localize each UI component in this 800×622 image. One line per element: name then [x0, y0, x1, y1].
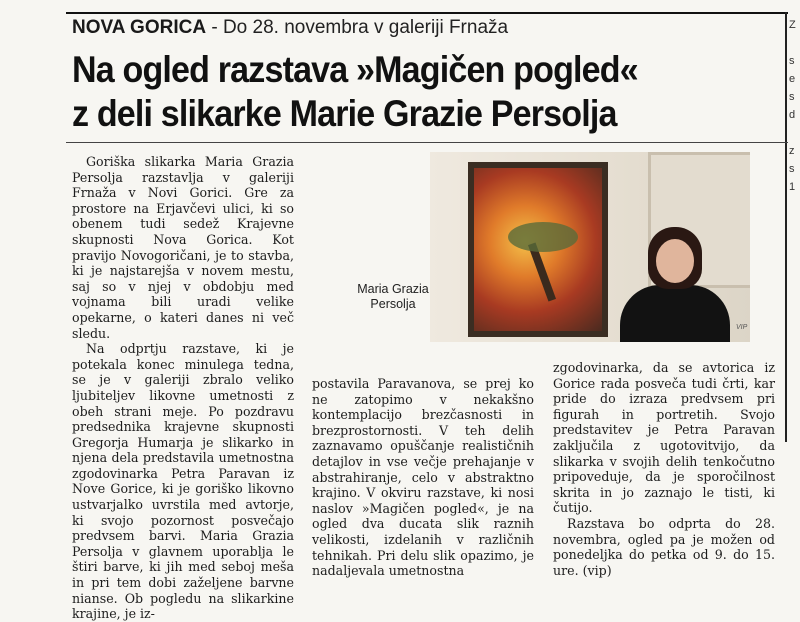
paragraph: Na odprtju razstave, ki je potekala konec minulega tedna, se je v galeriji zbralo veliko ljubiteljev likovne umetnosti z obeh strani meje. Po pozdravu predsednika krajevne skupnosti Gregorja Humarja je slikarko in njena dela predstavila umetnostna zgodovinarka Petra Paravan iz Nove Gorice, ki je goriško likovno ustvarjalko uvrstila med avtorje, ki svojo pozornost posvečajo predvsem barvi. Maria Grazia Persolja v glavnem uporablja le štiri barve, ki jih med seboj meša in pri tem dobi zaželjene barvne nianse. Ob pogledu na slikarkine krajine, je iz-	[72, 341, 294, 622]
kicker-subtitle: - Do 28. novembra v galeriji Frnaža	[206, 17, 509, 38]
column-divider-right	[785, 12, 787, 442]
kicker	[72, 17, 508, 39]
headline-line-2: z deli slikarke Marie Grazie Persolja	[72, 93, 617, 134]
painting-tree-crown	[508, 222, 578, 252]
paragraph: zgodovinarka, da se avtorica iz Gorice rada posveča tudi črti, kar pride do izraza predvsem pri figurah in portretih. Svojo predstavitev je Petra Paravan zaključila z ugotovitvijo, da slikarka v svojih delih tenkočutno pripoveduje, da je sporočilnost skrita in jo zaznajo le tisti, ki čutijo.	[553, 360, 775, 516]
paragraph: Razstava bo odprta do 28. novembra, ogled pa je možen od ponedeljka do petka od 9. do 15. ure. (vip)	[553, 515, 775, 578]
adjacent-article-edge	[789, 16, 800, 196]
kicker-place: NOVA GORICA	[72, 17, 207, 38]
paragraph: postavila Paravanova, se prej ko ne zatopimo v nekakšno kontemplacijo brezčasnosti in brezprostornosti. V teh delih zaznavamo opuščanje realističnih detajlov in vse večje prehajanje v abstrahiranje, celo v abstraktno krajino. V okviru razstave, ki nosi naslov »Magičen pogled«, je na ogled dva ducata slik raznih velikosti, izdelanih v različnih tehnikah. Pri delu slik opazimo, je nadaljevala umetnostna	[312, 376, 534, 579]
edge-letter: z	[789, 145, 795, 157]
article-photo	[430, 152, 750, 342]
edge-letter	[789, 34, 800, 52]
caption-line-1: Maria Grazia	[357, 282, 429, 296]
photo-credit: VIP	[736, 324, 748, 331]
headline-line-1: Na ogled razstava »Magičen pogled«	[72, 49, 638, 90]
photo-painting	[468, 162, 608, 337]
body-column-2	[312, 376, 534, 579]
paragraph: Goriška slikarka Maria Grazia Persolja razstavlja v galeriji Frnaža v Novi Gorici. Gre za prostore na Erjavčevi ulici, ki so obenem tudi sedež Krajevne skupnosti Nova Gorica. Kot pravijo Novogoričani, je to stavba, ki je najstarejša v novem mestu, saj so v njej v obdobju med vojnama bili uradi velike opekarne, o kateri danes ni več sledu.	[72, 154, 294, 341]
edge-letter: Z	[789, 19, 796, 31]
edge-letter: e	[789, 73, 796, 85]
artist-face	[656, 239, 694, 283]
top-rule	[66, 12, 788, 14]
edge-letter: s	[789, 163, 795, 175]
edge-letter: 1	[789, 181, 796, 193]
edge-letter: s	[789, 91, 795, 103]
edge-letter: d	[789, 109, 796, 121]
headline-rule	[66, 142, 788, 143]
edge-letter	[789, 124, 800, 142]
body-column-1	[72, 154, 294, 622]
body-column-3	[553, 360, 775, 578]
edge-letter: s	[789, 55, 795, 67]
headline	[72, 48, 782, 136]
caption-line-2: Persolja	[370, 297, 416, 311]
photo-caption	[356, 282, 430, 312]
artist-body	[620, 285, 730, 342]
photo-artist-figure	[620, 227, 730, 342]
